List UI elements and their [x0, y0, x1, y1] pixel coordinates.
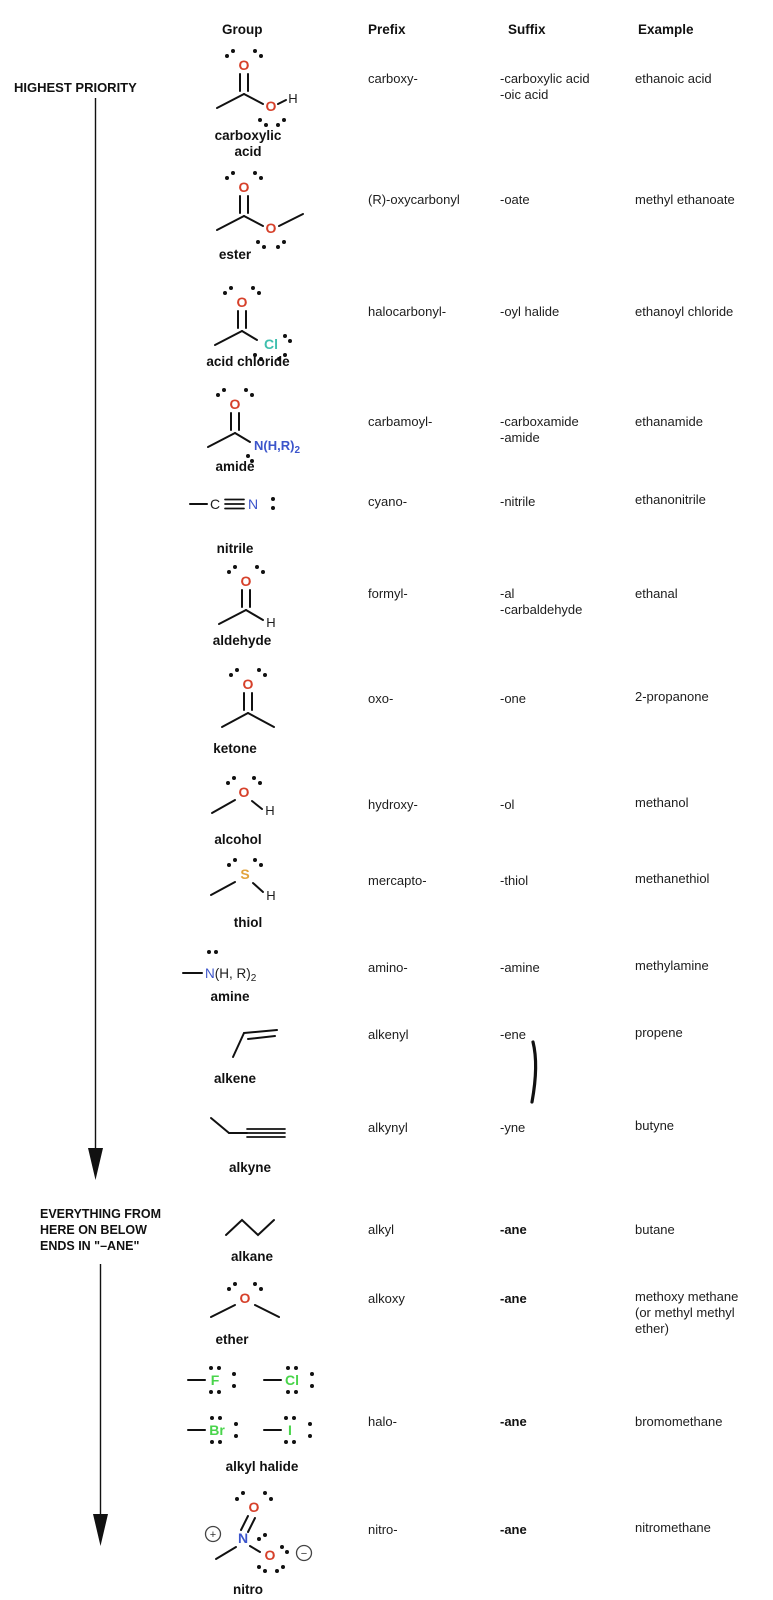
- suffix-amine: [500, 960, 540, 976]
- oxygen-atom-label: O: [265, 220, 277, 236]
- fluorine-atom-label: F: [210, 1372, 220, 1388]
- amine-n-group-label: [205, 966, 257, 984]
- group-label-line: nitro: [233, 1582, 263, 1597]
- suffix-line: -carboxylic acid: [500, 71, 590, 86]
- ketone-structure: [200, 663, 310, 727]
- group-label-nitro: [178, 1582, 318, 1598]
- group-label-line: acid chloride: [206, 354, 290, 369]
- group-label-line: ester: [218, 247, 252, 262]
- oxygen-atom-label: O: [229, 396, 241, 412]
- nitrogen-atom-label: N(H,R): [254, 438, 295, 453]
- group-label-alkyl-halide: [192, 1459, 332, 1475]
- chlorine-atom-label: Cl: [285, 1372, 299, 1388]
- group-label-ketone: [165, 741, 305, 757]
- aldehyde-structure: [200, 560, 310, 632]
- example-ester: methyl ethanoate: [635, 192, 735, 207]
- group-label-thiol: [178, 915, 318, 931]
- suffix-line: -ane: [500, 1291, 527, 1306]
- group-label-acid-chloride: [178, 354, 318, 370]
- example-thiol: methanethiol: [635, 871, 710, 886]
- group-label-carboxylic-acid: [178, 128, 318, 160]
- example-alkane: butane: [635, 1222, 675, 1237]
- amine-substituents-label: (H, R): [214, 966, 251, 981]
- nitrogen-atom-label: N: [247, 496, 259, 512]
- prefix-alkyl-halide: halo-: [368, 1414, 397, 1429]
- column-header-example: Example: [638, 22, 694, 37]
- group-label-alkane: [182, 1249, 322, 1265]
- subscript-label: 2: [250, 973, 257, 984]
- prefix-alkene: alkenyl: [368, 1027, 409, 1042]
- sulfur-atom-label: S: [240, 866, 250, 882]
- example-amide: ethanamide: [635, 414, 703, 429]
- suffix-aldehyde: [500, 586, 582, 618]
- suffix-line: -ane: [500, 1222, 527, 1237]
- suffix-line: -one: [500, 691, 527, 706]
- amide-n-group-label: [254, 438, 300, 456]
- group-label-line: carboxylic: [214, 128, 282, 143]
- group-label-alkene: [165, 1071, 305, 1087]
- group-label-line: aldehyde: [212, 633, 272, 648]
- group-label-alcohol: [168, 832, 308, 848]
- plus-charge-icon: +: [209, 1529, 217, 1541]
- suffix-ketone: [500, 691, 526, 707]
- hand-drawn-mark: [524, 1040, 544, 1105]
- suffix-line: -amide: [500, 430, 540, 445]
- group-label-line: thiol: [233, 915, 263, 930]
- priority-arrow-bottom: [91, 1264, 111, 1549]
- suffix-ether: [500, 1291, 527, 1307]
- hydrogen-atom-label: H: [266, 888, 276, 903]
- example-acid-chloride: ethanoyl chloride: [635, 304, 734, 319]
- suffix-carboxylic-acid: [500, 71, 590, 103]
- thiol-structure: [199, 852, 317, 906]
- group-label-nitrile: [165, 541, 305, 557]
- example-amine: methylamine: [635, 958, 709, 973]
- prefix-amine: amino-: [368, 960, 408, 975]
- example-alkyl-halide: bromomethane: [635, 1414, 723, 1429]
- group-label-aldehyde: [172, 633, 312, 649]
- alkene-structure: [225, 1025, 300, 1060]
- priority-arrow-top: [86, 98, 106, 1183]
- alkyne-structure: [205, 1112, 300, 1144]
- iodine-atom-label: I: [288, 1422, 292, 1438]
- prefix-thiol: mercapto-: [368, 873, 427, 888]
- group-label-alkyne: [180, 1160, 320, 1176]
- suffix-nitrile: [500, 494, 535, 510]
- carbon-atom-label: C: [209, 496, 221, 512]
- group-label-line: amine: [210, 989, 250, 1004]
- group-label-line: alkyne: [228, 1160, 272, 1175]
- prefix-nitro: nitro-: [368, 1522, 398, 1537]
- suffix-line: -nitrile: [500, 494, 536, 509]
- example-ketone: 2-propanone: [635, 689, 709, 704]
- oxygen-atom-label: O: [242, 676, 254, 692]
- highest-priority-label: HIGHEST PRIORITY: [14, 80, 137, 95]
- example-alkene: propene: [635, 1025, 683, 1040]
- example-alcohol: methanol: [635, 795, 689, 810]
- amide-structure: [194, 383, 344, 461]
- prefix-alcohol: hydroxy-: [368, 797, 418, 812]
- group-label-line: alcohol: [214, 832, 262, 847]
- suffix-alkane: [500, 1222, 527, 1238]
- suffix-line: -carbaldehyde: [500, 602, 583, 617]
- example-line: methoxy methane: [635, 1289, 739, 1304]
- ane-note-line: ENDS IN "–ANE": [40, 1239, 140, 1253]
- suffix-alkyl-halide: [500, 1414, 527, 1430]
- prefix-ester: (R)-oxycarbonyl: [368, 192, 460, 207]
- suffix-thiol: [500, 873, 528, 889]
- group-label-line: acid: [234, 144, 262, 159]
- ane-note-line: HERE ON BELOW: [40, 1223, 147, 1237]
- prefix-nitrile: cyano-: [368, 494, 408, 509]
- group-label-ether: [162, 1332, 302, 1348]
- chlorine-atom-label: Cl: [264, 336, 278, 352]
- example-nitrile: ethanonitrile: [635, 492, 706, 507]
- hydrogen-atom-label: H: [266, 615, 276, 630]
- hydrogen-atom-label: H: [265, 803, 275, 818]
- oxygen-atom-label: O: [238, 784, 250, 800]
- group-label-amine: [160, 989, 300, 1005]
- prefix-aldehyde: formyl-: [368, 586, 408, 601]
- example-nitro: nitromethane: [635, 1520, 711, 1535]
- ether-structure: [199, 1276, 309, 1320]
- example-line: (or methyl methyl: [635, 1305, 735, 1320]
- prefix-ketone: oxo-: [368, 691, 394, 706]
- suffix-line: -thiol: [500, 873, 529, 888]
- amine-structure: [181, 942, 341, 986]
- ane-note: [40, 1206, 161, 1254]
- oxygen-atom-label: O: [248, 1499, 260, 1515]
- example-ether: [635, 1289, 738, 1337]
- group-label-line: nitrile: [216, 541, 254, 556]
- alkyl-halide-structure: [186, 1362, 338, 1458]
- suffix-amide: [500, 414, 579, 446]
- group-label-line: alkyl halide: [225, 1459, 299, 1474]
- suffix-line: -yne: [500, 1120, 526, 1135]
- group-label-ester: [165, 247, 305, 263]
- prefix-ether: alkoxy: [368, 1291, 405, 1306]
- ester-structure: [196, 166, 326, 248]
- suffix-alkene: [500, 1027, 526, 1043]
- suffix-line: -oate: [500, 192, 530, 207]
- prefix-alkyne: alkynyl: [368, 1120, 408, 1135]
- suffix-line: -al: [500, 586, 515, 601]
- example-aldehyde: ethanal: [635, 586, 678, 601]
- column-header-group: Group: [222, 22, 263, 37]
- suffix-ester: [500, 192, 530, 208]
- example-line: ether): [635, 1321, 669, 1336]
- bromine-atom-label: Br: [209, 1422, 225, 1438]
- column-header-prefix: Prefix: [368, 22, 406, 37]
- suffix-line: -ol: [500, 797, 515, 812]
- suffix-line: -oic acid: [500, 87, 549, 102]
- example-alkyne: butyne: [635, 1118, 675, 1133]
- suffix-line: -oyl halide: [500, 304, 560, 319]
- suffix-acid-chloride: [500, 304, 559, 320]
- nitrile-structure: [188, 490, 308, 518]
- column-header-suffix: Suffix: [508, 22, 546, 37]
- example-carboxylic-acid: ethanoic acid: [635, 71, 712, 86]
- group-label-line: ether: [215, 1332, 249, 1347]
- oxygen-atom-label: O: [238, 57, 250, 73]
- oxygen-atom-label: O: [236, 294, 248, 310]
- suffix-alcohol: [500, 797, 514, 813]
- suffix-line: -amine: [500, 960, 540, 975]
- group-label-line: alkene: [213, 1071, 257, 1086]
- subscript-label: 2: [294, 445, 300, 456]
- group-label-line: alkane: [230, 1249, 274, 1264]
- minus-charge-icon: −: [300, 1548, 308, 1560]
- prefix-amide: carbamoyl-: [368, 414, 433, 429]
- group-label-line: ketone: [213, 741, 257, 756]
- prefix-alkane: alkyl: [368, 1222, 395, 1237]
- carboxylic-acid-structure: [196, 44, 321, 124]
- ane-note-line: EVERYTHING FROM: [40, 1207, 162, 1221]
- alcohol-structure: [199, 772, 314, 822]
- group-label-line: amide: [215, 459, 255, 474]
- prefix-acid-chloride: halocarbonyl-: [368, 304, 447, 319]
- suffix-nitro: [500, 1522, 527, 1538]
- acid-chloride-structure: [196, 281, 326, 357]
- suffix-line: -ane: [500, 1414, 527, 1429]
- prefix-carboxylic-acid: carboxy-: [368, 71, 418, 86]
- suffix-alkyne: [500, 1120, 525, 1136]
- oxygen-atom-label: O: [265, 98, 277, 114]
- suffix-line: -carboxamide: [500, 414, 579, 429]
- nitrogen-atom-label: N: [205, 966, 215, 981]
- suffix-line: -ane: [500, 1522, 527, 1537]
- alkane-structure: [222, 1212, 302, 1240]
- oxygen-atom-label: O: [238, 179, 250, 195]
- oxygen-atom-label: O: [239, 1290, 251, 1306]
- oxygen-atom-label: O: [264, 1547, 276, 1563]
- hydrogen-atom-label: H: [288, 91, 298, 106]
- nitro-structure: [192, 1487, 332, 1571]
- suffix-line: -ene: [500, 1027, 527, 1042]
- oxygen-atom-label: O: [240, 573, 252, 589]
- nitrogen-atom-label: N: [237, 1530, 249, 1546]
- group-label-amide: [165, 459, 305, 475]
